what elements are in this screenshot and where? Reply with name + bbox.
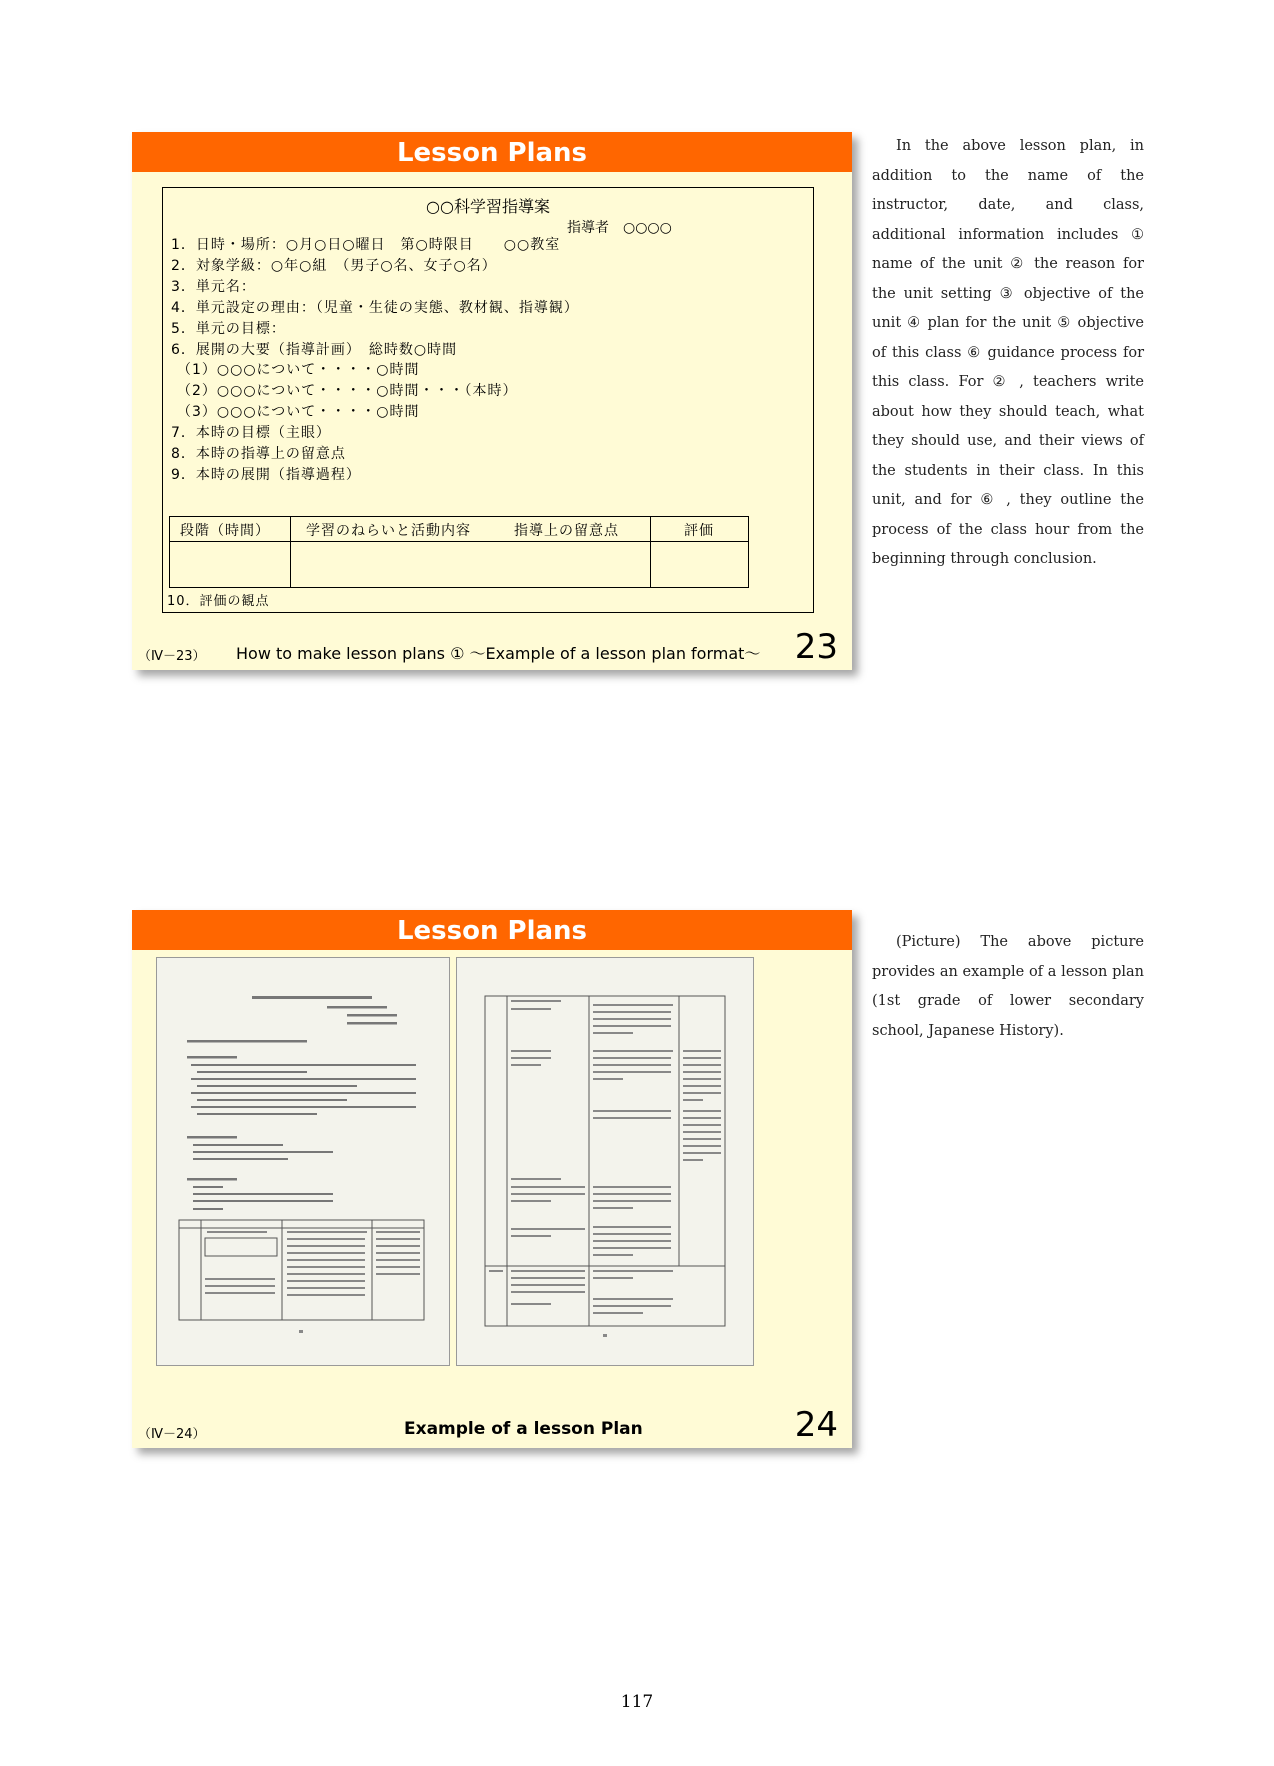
explanation-text-1: In the above lesson plan, in addition to the name of the instructor, date, and class, additional information includes ① name of the unit ② the reason for the unit setting ③ objective of the unit ④ plan for the unit ⑤ objective of this class ⑥ guidance process for this class. For ② , teachers write about how they should teach, what they should use, and their views of the students in their class. In this unit, and for ⑥ , they outline the process of the class hour from the beginning through conclusion. — [872, 138, 1144, 567]
slide-number: 24 — [794, 1405, 838, 1445]
table-header-cell: 指導上の留意点 — [514, 523, 619, 539]
form-line: 1．日時・場所：○月○日○曜日 第○時限目 ○○教室 — [171, 237, 561, 253]
form-line: 2．対象学級：○年○組 （男子○名、女子○名） — [171, 258, 497, 274]
form-instructor: 指導者 ○○○○ — [567, 220, 672, 236]
table-header-cell: 学習のねらいと活動内容 — [306, 523, 471, 539]
slide-code: （Ⅳ－23） — [138, 649, 206, 664]
form-line: 4．単元設定の理由：（児童・生徒の実態、教材観、指導観） — [171, 300, 579, 316]
form-line: （3）○○○について・・・・○時間 — [177, 404, 420, 420]
explanation-text-2: (Picture) The above picture provides an example of a lesson plan (1st grade of lower secondary school, Japanese History). — [872, 934, 1144, 1039]
slide-caption: Example of a lesson Plan — [404, 1419, 643, 1439]
form-line: （1）○○○について・・・・○時間 — [177, 362, 420, 378]
slide-header: Lesson Plans — [132, 132, 852, 172]
form-line: 8．本時の指導上の留意点 — [171, 446, 346, 462]
table-divider — [650, 517, 651, 587]
lesson-plan-photo-page-2 — [456, 957, 754, 1366]
form-line: （2）○○○について・・・・○時間・・・（本時） — [177, 383, 518, 399]
form-evaluation: 10．評価の観点 — [167, 594, 270, 609]
slide-number: 23 — [794, 627, 838, 667]
table-header-cell: 評価 — [684, 523, 714, 539]
lesson-plan-form — [162, 187, 814, 613]
page-number: 117 — [620, 1692, 654, 1712]
lesson-plan-photo-page-1 — [156, 957, 450, 1366]
table-header-cell: 段階（時間） — [180, 523, 270, 539]
form-line: 6．展開の大要（指導計画） 総時数○時間 — [171, 342, 458, 358]
form-line: 7．本時の目標（主眼） — [171, 425, 331, 441]
slide-caption: How to make lesson plans ① ～Example of a lesson plan format～ — [236, 644, 761, 663]
form-title: ○○科学習指導案 — [426, 197, 550, 216]
process-table — [169, 516, 749, 588]
form-line: 5．単元の目標： — [171, 321, 286, 337]
slide-23 — [132, 132, 852, 670]
slide-header: Lesson Plans — [132, 910, 852, 950]
slide-24 — [132, 910, 852, 1448]
table-divider — [290, 517, 291, 587]
slide-code: （Ⅳ－24） — [138, 1427, 206, 1442]
form-line: 3．単元名： — [171, 279, 256, 295]
form-line: 9．本時の展開（指導過程） — [171, 467, 361, 483]
